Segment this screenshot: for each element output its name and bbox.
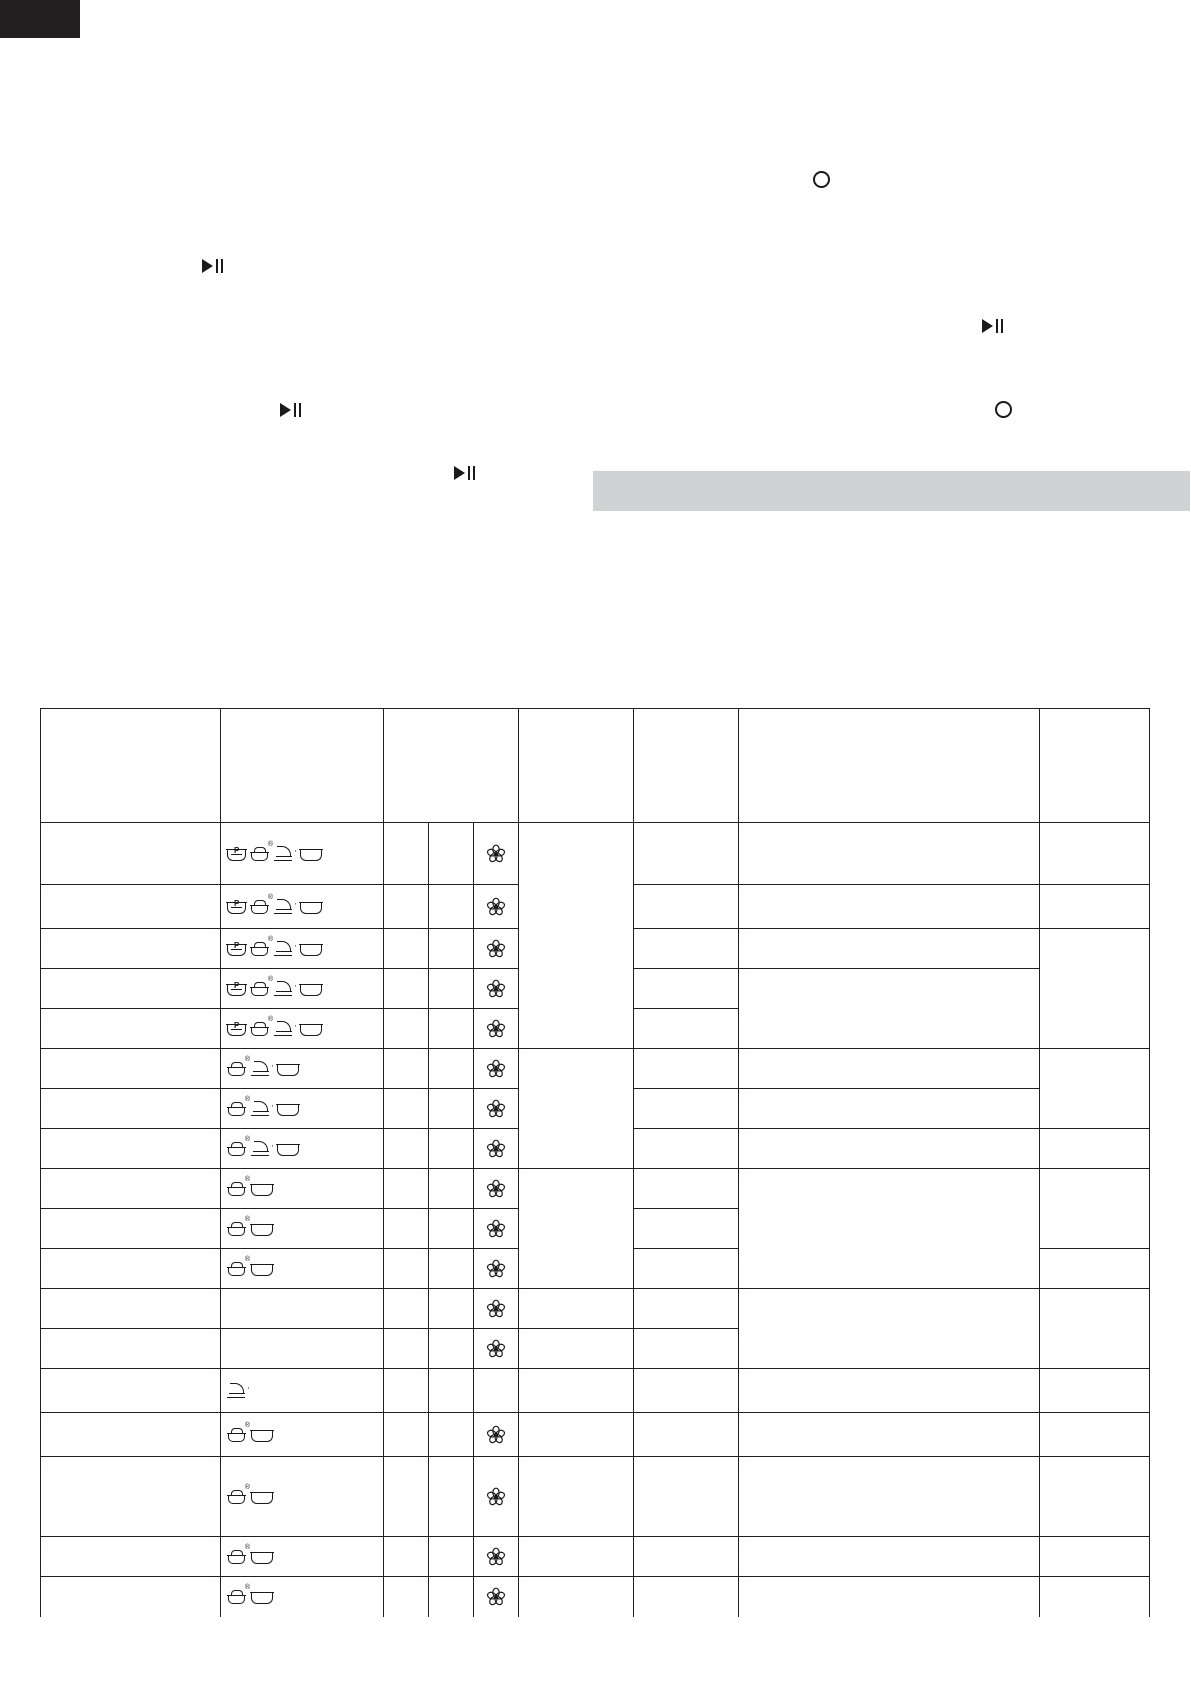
load-cell (634, 1577, 739, 1617)
tub-icon (300, 944, 322, 956)
care-symbol-cell (221, 1457, 384, 1537)
option-cell (429, 1577, 474, 1617)
option-cell (384, 885, 429, 929)
description-cell (739, 929, 1040, 969)
option-cell (384, 1329, 429, 1369)
load-cell (634, 1129, 739, 1169)
option-cell (384, 1009, 429, 1049)
wash-p-icon: P (227, 984, 246, 996)
care-symbol-cell (221, 969, 384, 1009)
table-header-cell (634, 709, 739, 823)
option-cell (429, 1249, 474, 1289)
option-cell (384, 1369, 429, 1413)
description-cell (739, 969, 1040, 1049)
care-symbol-cell (221, 1129, 384, 1169)
care-symbols (227, 936, 383, 956)
care-symbols (227, 976, 383, 996)
wash-drum-icon: ® (227, 1102, 247, 1116)
care-symbol-cell (221, 1329, 384, 1369)
option-cell (429, 1457, 474, 1537)
program-name-cell (41, 1169, 221, 1209)
load-cell (634, 1049, 739, 1089)
care-symbol-cell (221, 1577, 384, 1617)
temperature-cell (519, 1577, 634, 1617)
fan-icon (486, 1487, 506, 1507)
table-header-cell (41, 709, 221, 823)
wash-p-icon: P (227, 944, 246, 956)
fan-icon (486, 897, 506, 917)
wash-drum-icon: ® (227, 1550, 247, 1564)
iron-icon: ′ (227, 1383, 249, 1398)
temperature-cell (519, 1413, 634, 1457)
load-cell (634, 1413, 739, 1457)
description-cell (739, 1577, 1040, 1617)
option-cell (429, 1049, 474, 1089)
time-cell (1040, 1577, 1150, 1617)
program-name-cell (41, 1209, 221, 1249)
wash-drum-icon: ® (227, 1590, 247, 1604)
dry-option-cell (474, 1049, 519, 1089)
tub-icon (277, 1064, 299, 1076)
start-button-circle-icon (995, 401, 1012, 418)
program-name-cell (41, 1089, 221, 1129)
iron-icon: ′ (251, 1061, 273, 1076)
fan-icon (486, 1179, 506, 1199)
description-cell (739, 1089, 1040, 1129)
fan-icon (486, 1019, 506, 1039)
description-cell (739, 1369, 1040, 1413)
temperature-cell (519, 1169, 634, 1289)
program-name-cell (41, 1537, 221, 1577)
fan-icon (486, 1547, 506, 1567)
program-name-cell (41, 1049, 221, 1089)
option-cell (384, 1413, 429, 1457)
care-symbols (227, 1136, 383, 1156)
program-name-cell (41, 823, 221, 885)
time-cell (1040, 1249, 1150, 1289)
fan-icon (486, 1099, 506, 1119)
tub-icon (300, 902, 322, 914)
temperature-cell (519, 823, 634, 1049)
care-symbols (227, 1056, 383, 1076)
option-cell (384, 1129, 429, 1169)
load-cell (634, 823, 739, 885)
wash-drum-icon: ® (227, 1428, 247, 1442)
description-cell (739, 885, 1040, 929)
section-heading-band (593, 471, 1190, 511)
load-cell (634, 1169, 739, 1209)
description-cell (739, 1169, 1040, 1289)
tub-icon (277, 1104, 299, 1116)
load-cell (634, 1209, 739, 1249)
care-symbols (227, 1096, 383, 1116)
table-row (41, 1577, 1150, 1617)
iron-icon: ′ (274, 899, 296, 914)
play-pause-icon (202, 258, 223, 274)
table-header-row (41, 709, 1150, 823)
dry-option-cell (474, 823, 519, 885)
tub-icon (251, 1492, 273, 1504)
dry-option-cell (474, 1413, 519, 1457)
dry-option-cell (474, 1129, 519, 1169)
description-cell (739, 1129, 1040, 1169)
wash-drum-icon: ® (250, 900, 270, 914)
tub-icon (300, 984, 322, 996)
description-cell (739, 1413, 1040, 1457)
option-cell (429, 823, 474, 885)
option-cell (429, 1209, 474, 1249)
program-name-cell (41, 1457, 221, 1537)
temperature-cell (519, 1369, 634, 1413)
time-cell (1040, 1049, 1150, 1129)
tub-icon (251, 1552, 273, 1564)
table-row (41, 1537, 1150, 1577)
temperature-cell (519, 1537, 634, 1577)
tub-icon (277, 1144, 299, 1156)
time-cell (1040, 929, 1150, 1049)
wash-drum-icon: ® (227, 1182, 247, 1196)
wash-p-icon: P (227, 902, 246, 914)
dry-option-cell (474, 1169, 519, 1209)
option-cell (429, 1129, 474, 1169)
option-cell (384, 1089, 429, 1129)
fan-icon (486, 1587, 506, 1607)
option-cell (384, 1249, 429, 1289)
load-cell (634, 1009, 739, 1049)
option-cell (384, 1169, 429, 1209)
care-symbol-cell (221, 1009, 384, 1049)
option-cell (384, 1209, 429, 1249)
table-row (41, 1369, 1150, 1413)
care-symbol-cell (221, 1413, 384, 1457)
program-name-cell (41, 1009, 221, 1049)
table-row (41, 823, 1150, 885)
program-name-cell (41, 1369, 221, 1413)
program-name-cell (41, 1289, 221, 1329)
load-cell (634, 969, 739, 1009)
tub-icon (251, 1430, 273, 1442)
temperature-cell (519, 1049, 634, 1169)
care-symbol-cell (221, 1289, 384, 1329)
fan-icon (486, 1425, 506, 1445)
care-symbol-cell (221, 929, 384, 969)
iron-icon: ′ (251, 1141, 273, 1156)
option-cell (384, 929, 429, 969)
iron-icon: ′ (274, 941, 296, 956)
table-row (41, 1049, 1150, 1089)
dry-option-cell (474, 1577, 519, 1617)
care-symbols (227, 1543, 383, 1564)
iron-icon: ′ (274, 846, 296, 861)
load-cell (634, 929, 739, 969)
care-symbol-cell (221, 1249, 384, 1289)
fan-icon (486, 1299, 506, 1319)
load-cell (634, 885, 739, 929)
care-symbols (227, 1421, 383, 1442)
option-cell (429, 1009, 474, 1049)
option-cell (429, 1089, 474, 1129)
table-row (41, 1457, 1150, 1537)
table-header-cell (1040, 709, 1150, 823)
option-cell (429, 929, 474, 969)
option-cell (429, 1329, 474, 1369)
dry-option-cell (474, 1289, 519, 1329)
time-cell (1040, 885, 1150, 929)
fan-icon (486, 844, 506, 864)
care-symbol-cell (221, 823, 384, 885)
option-cell (384, 1537, 429, 1577)
time-cell (1040, 1129, 1150, 1169)
time-cell (1040, 1537, 1150, 1577)
tub-icon (251, 1224, 273, 1236)
wash-drum-icon: ® (250, 1022, 270, 1036)
option-cell (429, 1537, 474, 1577)
option-cell (429, 1169, 474, 1209)
description-cell (739, 1537, 1040, 1577)
tub-icon (300, 1024, 322, 1036)
iron-icon: ′ (274, 1021, 296, 1036)
care-symbols (227, 1175, 383, 1196)
dry-option-cell (474, 969, 519, 1009)
wash-p-icon: P (227, 849, 246, 861)
fan-icon (486, 1219, 506, 1239)
care-symbol-cell (221, 885, 384, 929)
care-symbol-cell (221, 1089, 384, 1129)
time-cell (1040, 1413, 1150, 1457)
temperature-cell (519, 1457, 634, 1537)
option-cell (384, 1289, 429, 1329)
load-cell (634, 1249, 739, 1289)
wash-drum-icon: ® (227, 1490, 247, 1504)
option-cell (384, 823, 429, 885)
fan-icon (486, 1259, 506, 1279)
description-cell (739, 1457, 1040, 1537)
play-pause-icon (454, 465, 475, 481)
load-cell (634, 1537, 739, 1577)
program-name-cell (41, 969, 221, 1009)
time-cell (1040, 1457, 1150, 1537)
dry-option-cell (474, 929, 519, 969)
tub-icon (251, 1592, 273, 1604)
description-cell (739, 1049, 1040, 1089)
fan-icon (486, 1339, 506, 1359)
program-name-cell (41, 1577, 221, 1617)
wash-drum-icon: ® (250, 942, 270, 956)
option-cell (429, 969, 474, 1009)
table-row (41, 1413, 1150, 1457)
program-name-cell (41, 929, 221, 969)
dry-option-cell (474, 885, 519, 929)
temperature-cell (519, 1329, 634, 1369)
dry-option-cell (474, 1249, 519, 1289)
table-header-cell (739, 709, 1040, 823)
time-cell (1040, 823, 1150, 885)
table-header-cell (519, 709, 634, 823)
care-symbols (227, 1483, 383, 1504)
wash-drum-icon: ® (227, 1222, 247, 1236)
option-cell (384, 1049, 429, 1089)
care-symbols (227, 1383, 383, 1398)
description-cell (739, 823, 1040, 885)
program-name-cell (41, 1129, 221, 1169)
program-name-cell (41, 1249, 221, 1289)
care-symbols (227, 1215, 383, 1236)
care-symbol-cell (221, 1169, 384, 1209)
time-cell (1040, 1289, 1150, 1369)
care-symbol-cell (221, 1049, 384, 1089)
dry-option-cell (474, 1009, 519, 1049)
play-pause-icon (280, 402, 301, 418)
wash-drum-icon: ® (227, 1262, 247, 1276)
load-cell (634, 1457, 739, 1537)
load-cell (634, 1289, 739, 1329)
play-pause-icon (982, 318, 1003, 334)
tub-icon (251, 1184, 273, 1196)
load-cell (634, 1329, 739, 1369)
dry-option-cell (474, 1209, 519, 1249)
option-cell (429, 1413, 474, 1457)
program-name-cell (41, 1329, 221, 1369)
dry-option-cell (474, 1089, 519, 1129)
care-symbols (227, 1255, 383, 1276)
iron-icon: ′ (251, 1101, 273, 1116)
time-cell (1040, 1169, 1150, 1249)
care-symbols (227, 841, 383, 861)
program-name-cell (41, 885, 221, 929)
table-header-cell (384, 709, 519, 823)
table-row (41, 1169, 1150, 1209)
tub-icon (251, 1264, 273, 1276)
program-name-cell (41, 1413, 221, 1457)
wash-drum-icon: ® (250, 982, 270, 996)
option-cell (429, 1369, 474, 1413)
option-cell (429, 885, 474, 929)
table-row (41, 1289, 1150, 1329)
dry-option-cell (474, 1537, 519, 1577)
care-symbols (227, 1583, 383, 1604)
fan-icon (486, 939, 506, 959)
fan-icon (486, 979, 506, 999)
care-symbols (227, 1016, 383, 1036)
dry-option-cell (474, 1329, 519, 1369)
program-table (40, 708, 1150, 1617)
option-cell (384, 1577, 429, 1617)
care-symbol-cell (221, 1537, 384, 1577)
care-symbol-cell (221, 1209, 384, 1249)
iron-icon: ′ (274, 981, 296, 996)
description-cell (739, 1289, 1040, 1369)
wash-p-icon: P (227, 1024, 246, 1036)
care-symbol-cell (221, 1369, 384, 1413)
temperature-cell (519, 1289, 634, 1329)
wash-drum-icon: ® (250, 847, 270, 861)
dry-option-cell (474, 1457, 519, 1537)
option-cell (384, 969, 429, 1009)
table-header-cell (221, 709, 384, 823)
tub-icon (300, 849, 322, 861)
fan-icon (486, 1139, 506, 1159)
load-cell (634, 1369, 739, 1413)
care-symbols (227, 894, 383, 914)
dry-option-cell (474, 1369, 519, 1413)
option-cell (384, 1457, 429, 1537)
fan-icon (486, 1059, 506, 1079)
option-cell (429, 1289, 474, 1329)
wash-drum-icon: ® (227, 1142, 247, 1156)
page-corner-tab (0, 0, 80, 38)
time-cell (1040, 1369, 1150, 1413)
load-cell (634, 1089, 739, 1129)
wash-drum-icon: ® (227, 1062, 247, 1076)
start-button-circle-icon (813, 171, 830, 188)
